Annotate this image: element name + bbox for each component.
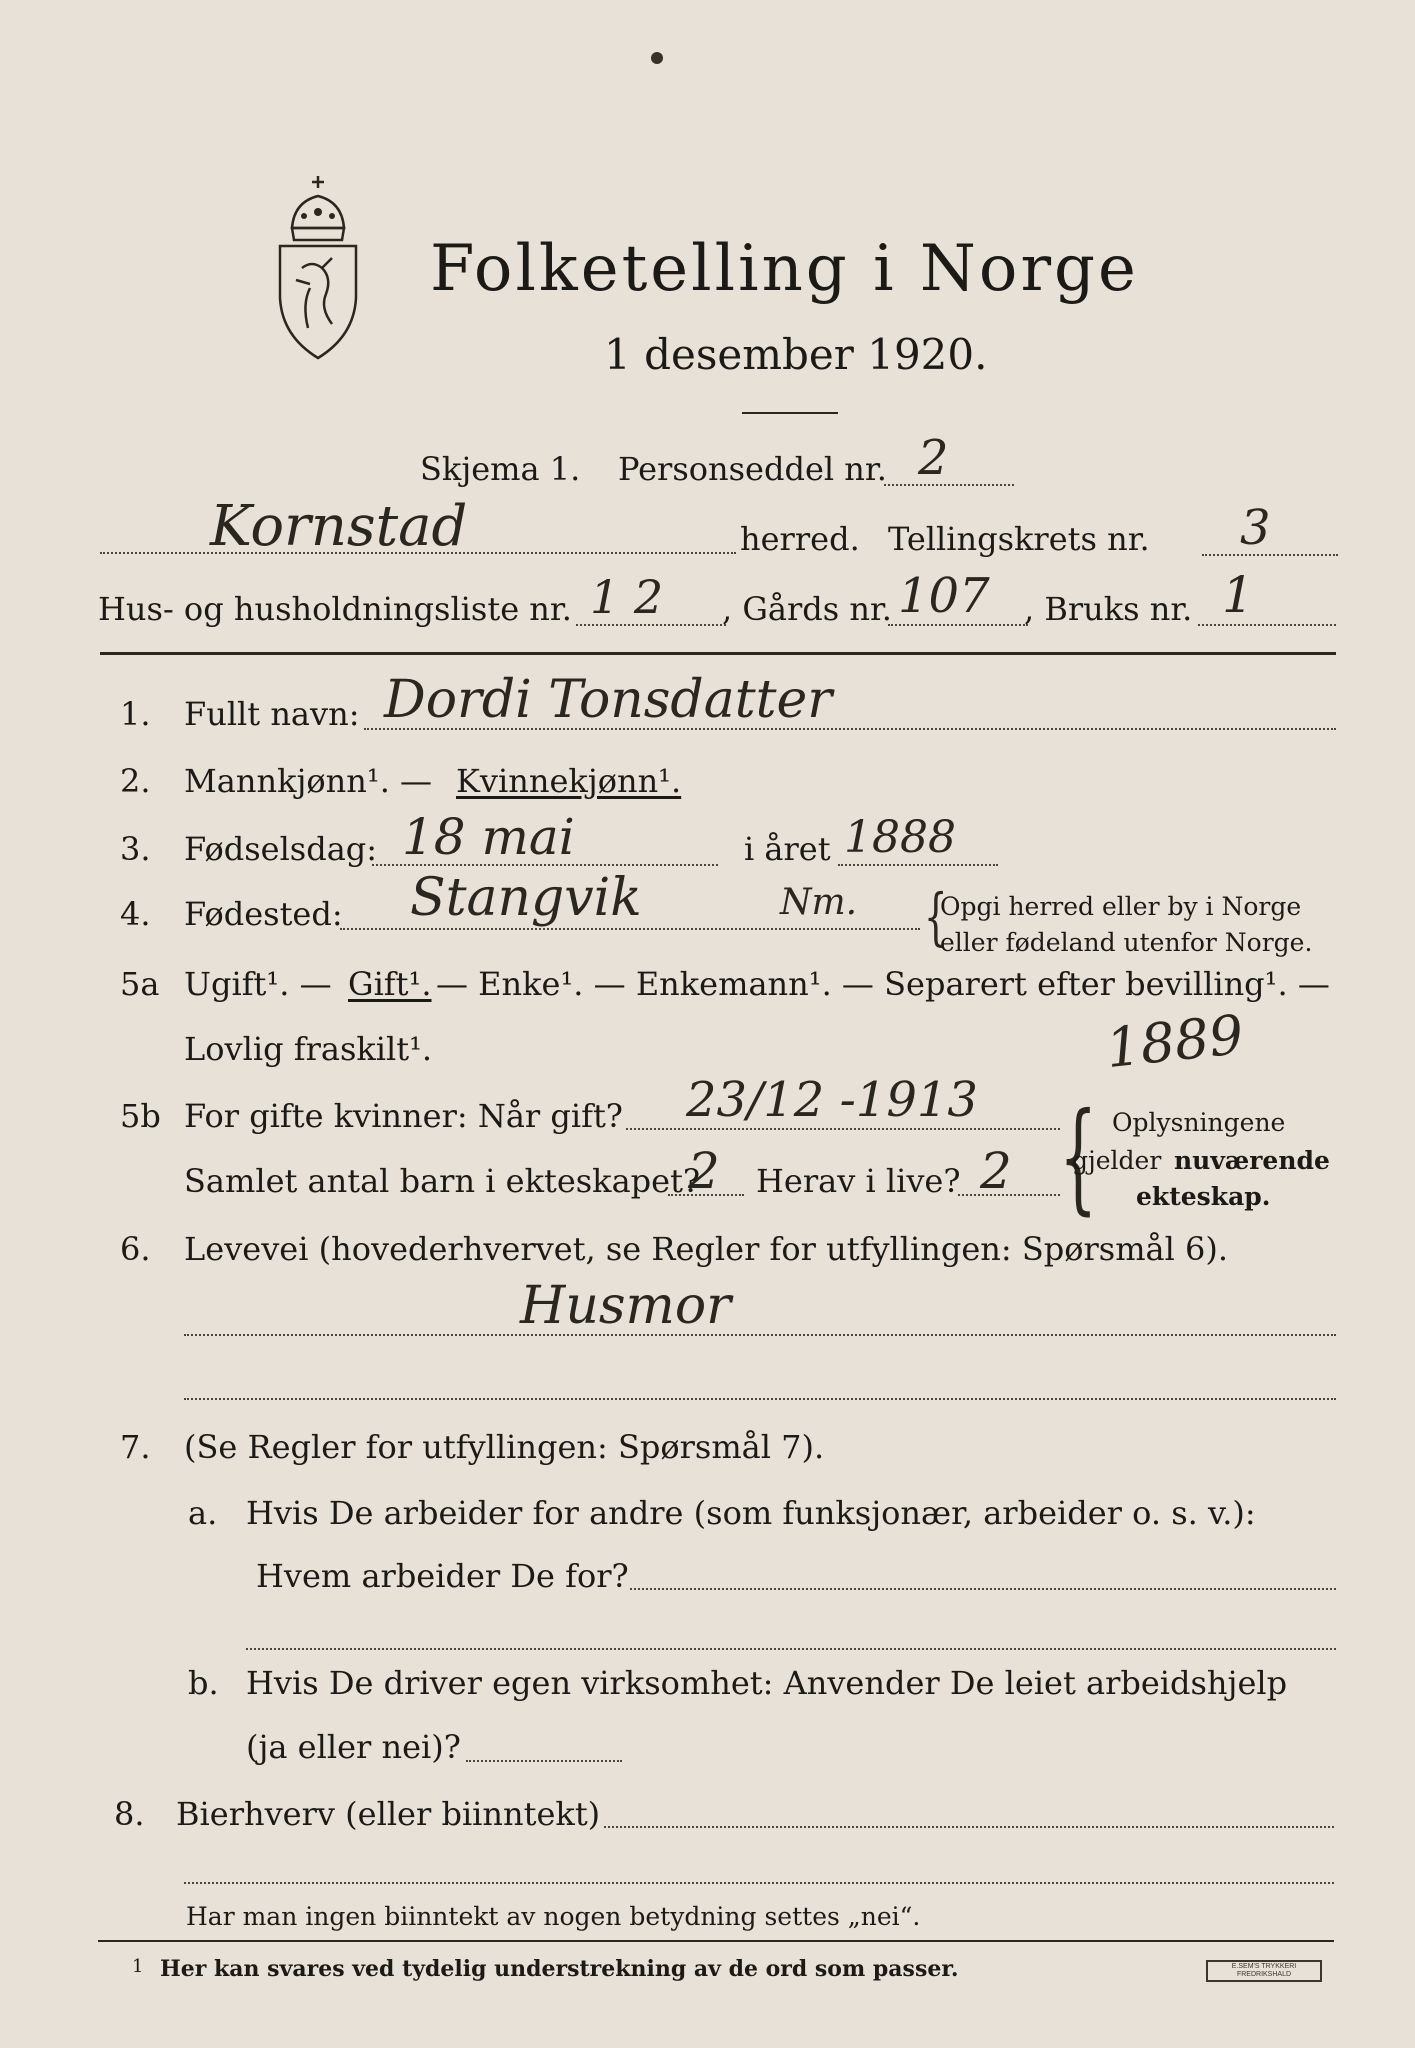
q4-brace: { — [923, 880, 948, 953]
skjema-label: Skjema 1. — [420, 450, 581, 488]
q5b-brace: { — [1059, 1088, 1098, 1227]
q5a-annotation: 1889 — [1103, 1002, 1247, 1081]
q8-label: Bierhverv (eller biinntekt) — [176, 1795, 601, 1833]
q6-label: Levevei (hovederhvervet, se Regler for utfyllingen: Spørsmål 6). — [184, 1230, 1229, 1268]
q5b-note-3: ekteskap. — [1136, 1182, 1271, 1211]
bruks-line — [1198, 624, 1336, 626]
q5b-barn-value[interactable]: 2 — [688, 1142, 720, 1200]
form-title: Folketelling i Norge — [430, 232, 1139, 306]
q6-line-2 — [184, 1398, 1336, 1400]
q5a-ugift-option[interactable]: Ugift¹. — — [184, 965, 332, 1003]
q4-number: 4. — [120, 895, 151, 933]
q5a-other-options[interactable]: — Enke¹. — Enkemann¹. — Separert efter bevilling¹. — — [436, 965, 1330, 1003]
q2-female-option[interactable]: Kvinnekjønn¹. — [456, 762, 682, 800]
q2-number: 2. — [120, 762, 151, 800]
q3-number: 3. — [120, 830, 151, 868]
q3-year-line — [838, 864, 998, 866]
q7b-question: (ja eller nei)? — [246, 1728, 461, 1766]
q8-number: 8. — [114, 1795, 145, 1833]
header-separator — [100, 652, 1336, 655]
q7b-line — [466, 1760, 622, 1762]
q6-line-1 — [184, 1334, 1336, 1336]
q3-year-value[interactable]: 1888 — [844, 812, 956, 863]
personseddel-label: Personseddel nr. — [618, 450, 887, 488]
printer-stamp-line-1: E.SEM'S TRYKKERI — [1231, 1963, 1297, 1970]
q5b-value[interactable]: 23/12 -1913 — [686, 1072, 978, 1128]
gards-value[interactable]: 107 — [898, 568, 990, 624]
q5a-gift-option[interactable]: Gift¹. — [348, 965, 432, 1003]
q4-value-suffix[interactable]: Nm. — [780, 882, 858, 923]
printer-stamp-line-2: FREDRIKSHALD — [1236, 1971, 1292, 1978]
q3-year-label: i året — [744, 830, 831, 868]
herred-value[interactable]: Kornstad — [210, 494, 468, 559]
q7b-number: b. — [188, 1664, 219, 1702]
q5b-number: 5b — [120, 1097, 161, 1135]
printer-stamp — [1206, 1960, 1322, 1982]
title-divider — [742, 412, 838, 414]
note-nei: Har man ingen biinntekt av nogen betydning settes „nei“. — [186, 1902, 921, 1931]
personseddel-value[interactable]: 2 — [918, 430, 949, 486]
tellingskrets-value[interactable]: 3 — [1240, 500, 1271, 556]
q5b-note-1: Oplysningene — [1112, 1108, 1286, 1137]
footnote-text: Her kan svares ved tydelig understrekning av de ord som passer. — [160, 1956, 959, 1982]
q5b-note-2b: nuværende — [1174, 1146, 1330, 1175]
gards-label: , Gårds nr. — [722, 590, 892, 628]
q8-line-1 — [604, 1826, 1334, 1828]
q4-line — [340, 928, 920, 930]
q5b-line — [626, 1128, 1060, 1130]
footnote-separator — [98, 1940, 1334, 1942]
personseddel-line — [884, 484, 1014, 486]
q5a-number: 5a — [120, 965, 160, 1003]
q7b-text: Hvis De driver egen virksomhet: Anvender De leiet arbeidshjelp — [246, 1664, 1288, 1702]
q1-label: Fullt navn: — [184, 695, 360, 733]
q1-number: 1. — [120, 695, 151, 733]
q5b-label: For gifte kvinner: Når gift? — [184, 1097, 623, 1135]
census-date: 1 desember 1920. — [604, 330, 988, 379]
q5b-live-label: Herav i live? — [756, 1162, 961, 1200]
q7a-line-1 — [630, 1588, 1336, 1590]
q7-label: (Se Regler for utfyllingen: Spørsmål 7). — [184, 1428, 825, 1466]
q7a-text: Hvis De arbeider for andre (som funksjonær, arbeider o. s. v.): — [246, 1494, 1256, 1532]
q7-number: 7. — [120, 1428, 151, 1466]
coat-of-arms-icon — [262, 168, 374, 368]
hus-label: Hus- og husholdningsliste nr. — [98, 590, 572, 628]
q5b-barn-label: Samlet antal barn i ekteskapet? — [184, 1162, 701, 1200]
q7a-number: a. — [188, 1494, 218, 1532]
gards-line — [888, 624, 1028, 626]
q4-label: Fødested: — [184, 895, 343, 933]
q6-number: 6. — [120, 1230, 151, 1268]
bruks-label: , Bruks nr. — [1024, 590, 1193, 628]
herred-label: herred. — [740, 520, 860, 558]
tellingskrets-label: Tellingskrets nr. — [888, 520, 1150, 558]
q5a-line2[interactable]: Lovlig fraskilt¹. — [184, 1030, 433, 1068]
q6-value[interactable]: Husmor — [520, 1276, 731, 1336]
hus-line — [576, 624, 726, 626]
q4-note-1: Opgi herred eller by i Norge — [940, 892, 1302, 921]
hus-value[interactable]: 1 2 — [590, 570, 664, 624]
q5b-note-2: gjelder — [1072, 1146, 1162, 1175]
q4-note-2: eller fødeland utenfor Norge. — [940, 928, 1313, 957]
q8-line-2 — [184, 1882, 1334, 1884]
punch-hole-mark — [651, 52, 663, 64]
q5b-live-value[interactable]: 2 — [980, 1142, 1012, 1200]
q7a-question: Hvem arbeider De for? — [256, 1557, 629, 1595]
q4-value[interactable]: Stangvik — [410, 868, 642, 928]
q1-value[interactable]: Dordi Tonsdatter — [384, 670, 833, 730]
footnote-number: 1 — [132, 1956, 144, 1977]
q2-male-option[interactable]: Mannkjønn¹. — — [184, 762, 433, 800]
q3-label: Fødselsdag: — [184, 830, 378, 868]
q7a-line-2 — [246, 1648, 1336, 1650]
q3-day-value[interactable]: 18 mai — [402, 808, 575, 866]
bruks-value[interactable]: 1 — [1222, 566, 1254, 624]
